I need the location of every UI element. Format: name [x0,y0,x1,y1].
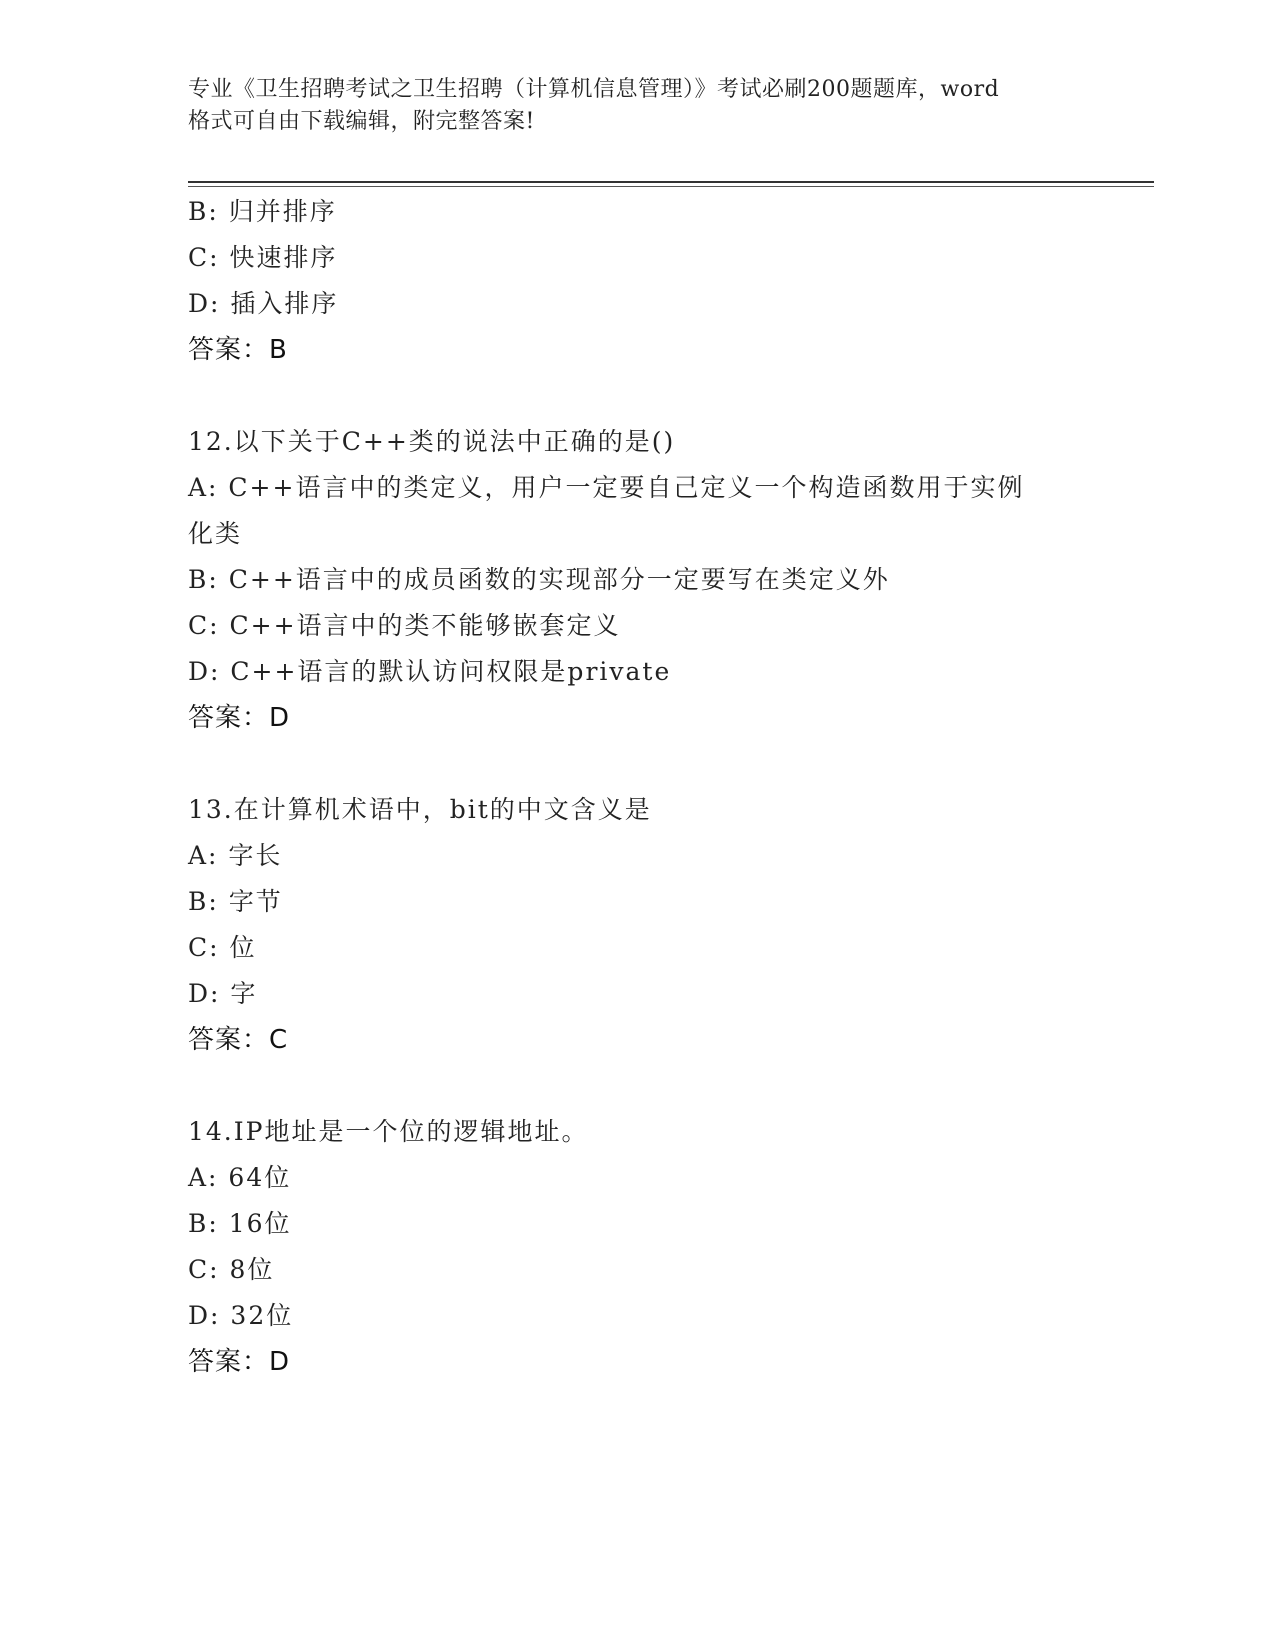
question-list [188,189,1088,1385]
question-14 [188,1109,1088,1385]
document-header [188,74,1088,138]
option-a-continued: 化类 [188,519,243,548]
answer-line: 答案：D [188,703,291,733]
question-11-tail [188,189,1088,373]
question-gap [188,373,1088,419]
question-13 [188,787,1088,1063]
answer-line: 答案：D [188,1347,291,1377]
question-stem: 14.IP地址是一个位的逻辑地址。 [188,1117,589,1146]
option-a: A: 64位 [188,1163,292,1192]
option-d: D: C++语言的默认访问权限是private [188,657,672,686]
question-gap [188,741,1088,787]
question-12 [188,419,1088,741]
question-stem: 13.在计算机术语中，bit的中文含义是 [188,795,652,824]
option-c: C: 位 [188,933,257,962]
option-d: D: 插入排序 [188,289,339,318]
option-b: B: 16位 [188,1209,292,1238]
option-c: C: 8位 [188,1255,275,1284]
question-stem: 12.以下关于C++类的说法中正确的是() [188,427,676,456]
header-title-line-1: 专业《卫生招聘考试之卫生招聘（计算机信息管理）》考试必刷200题题库，word [188,77,1000,102]
option-d: D: 32位 [188,1301,294,1330]
header-title-line-2: 格式可自由下载编辑，附完整答案! [188,109,535,134]
option-b: B: 字节 [188,887,283,916]
header-divider-thick [188,181,1154,183]
option-a: A: 字长 [188,841,283,870]
option-c: C: C++语言中的类不能够嵌套定义 [188,611,621,640]
question-gap [188,1063,1088,1109]
option-c: C: 快速排序 [188,243,338,272]
header-divider-thin [188,186,1154,187]
option-d: D: 字 [188,979,258,1008]
option-b: B: C++语言中的成员函数的实现部分一定要写在类定义外 [188,565,890,594]
answer-line: 答案：C [188,1025,289,1055]
option-b: B: 归并排序 [188,197,337,226]
answer-line: 答案：B [188,335,288,365]
option-a: A: C++语言中的类定义，用户一定要自己定义一个构造函数用于实例 [188,473,1025,502]
